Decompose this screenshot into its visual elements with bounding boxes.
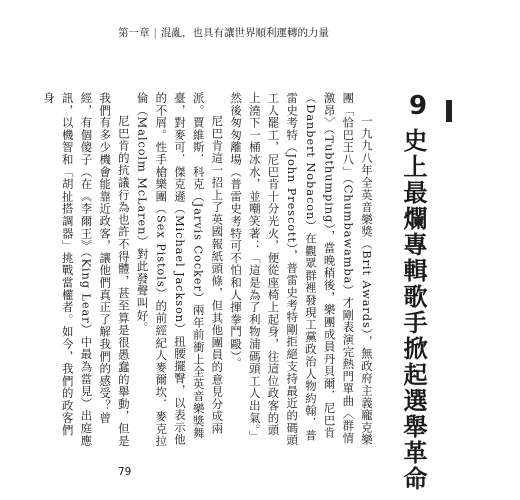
header-separator: | xyxy=(153,26,158,39)
section-title-bar xyxy=(446,100,452,122)
chapter-label: 第一章 xyxy=(118,27,150,39)
paragraph: 尼巴肯的抗議行為也許不得體，甚至算是很愚蠢的舉動，但是我們有多少機會能靠近政客，讓他們真正了解我們的感受？曾經，有個傻子（在《李爾王》（King Lear）中最為當見）出庭應訊，以機智和「胡扯搭調器」挑戰當權者。如今，我們的政客們身 xyxy=(42,92,131,447)
running-header xyxy=(118,25,329,40)
body-text xyxy=(42,92,376,448)
paragraph: 一九九八年全英音樂獎（Brit Awards），無政府主義龐克樂團「恰巴王八」（Chumbawamba）才剛表演完熱門單曲〈群情激昂〉（Tubthumping），當晚稍後，樂團成員丹貝爾．尼巴肯（Danbert Nobacon）在觀眾群裡發現工黨政治人物約翰．普雷史考特（John Prescott），普雷史考特剛拒絕支持最近的碼頭工人罷工，尼巴肯十分光火，便從座椅上起身，往這位政客的頭上澆下一桶冰水，並嘲笑著：「這是為了利物浦碼頭工人出氣。」然後匆匆離場（普雷史考特可不怕和人揮拳鬥毆）。 xyxy=(229,92,374,447)
page-number: 79 xyxy=(118,466,132,478)
paragraph: 尼巴肯這一招上了英國報紙頭條，但其他團員的意見分成兩派。賈維斯．科克（Jarvis Cocker）兩年前衝上全英音樂獎舞臺，對麥可．傑克遜（Michael Jackson）扭腰擺臀，以表示他的不屑。性手槍樂團（Sex Pistols）的前經紀人麥爾坎．麥克拉倫（Malcolm McLaren）對此發聲叫好。 xyxy=(135,92,225,448)
chapter-title: 混亂，也具有讓世界順利運轉的力量 xyxy=(161,27,330,39)
section-title: 史上最爛專輯歌手掀起選舉革命 xyxy=(399,128,427,492)
section-number: 9 xyxy=(408,91,428,121)
